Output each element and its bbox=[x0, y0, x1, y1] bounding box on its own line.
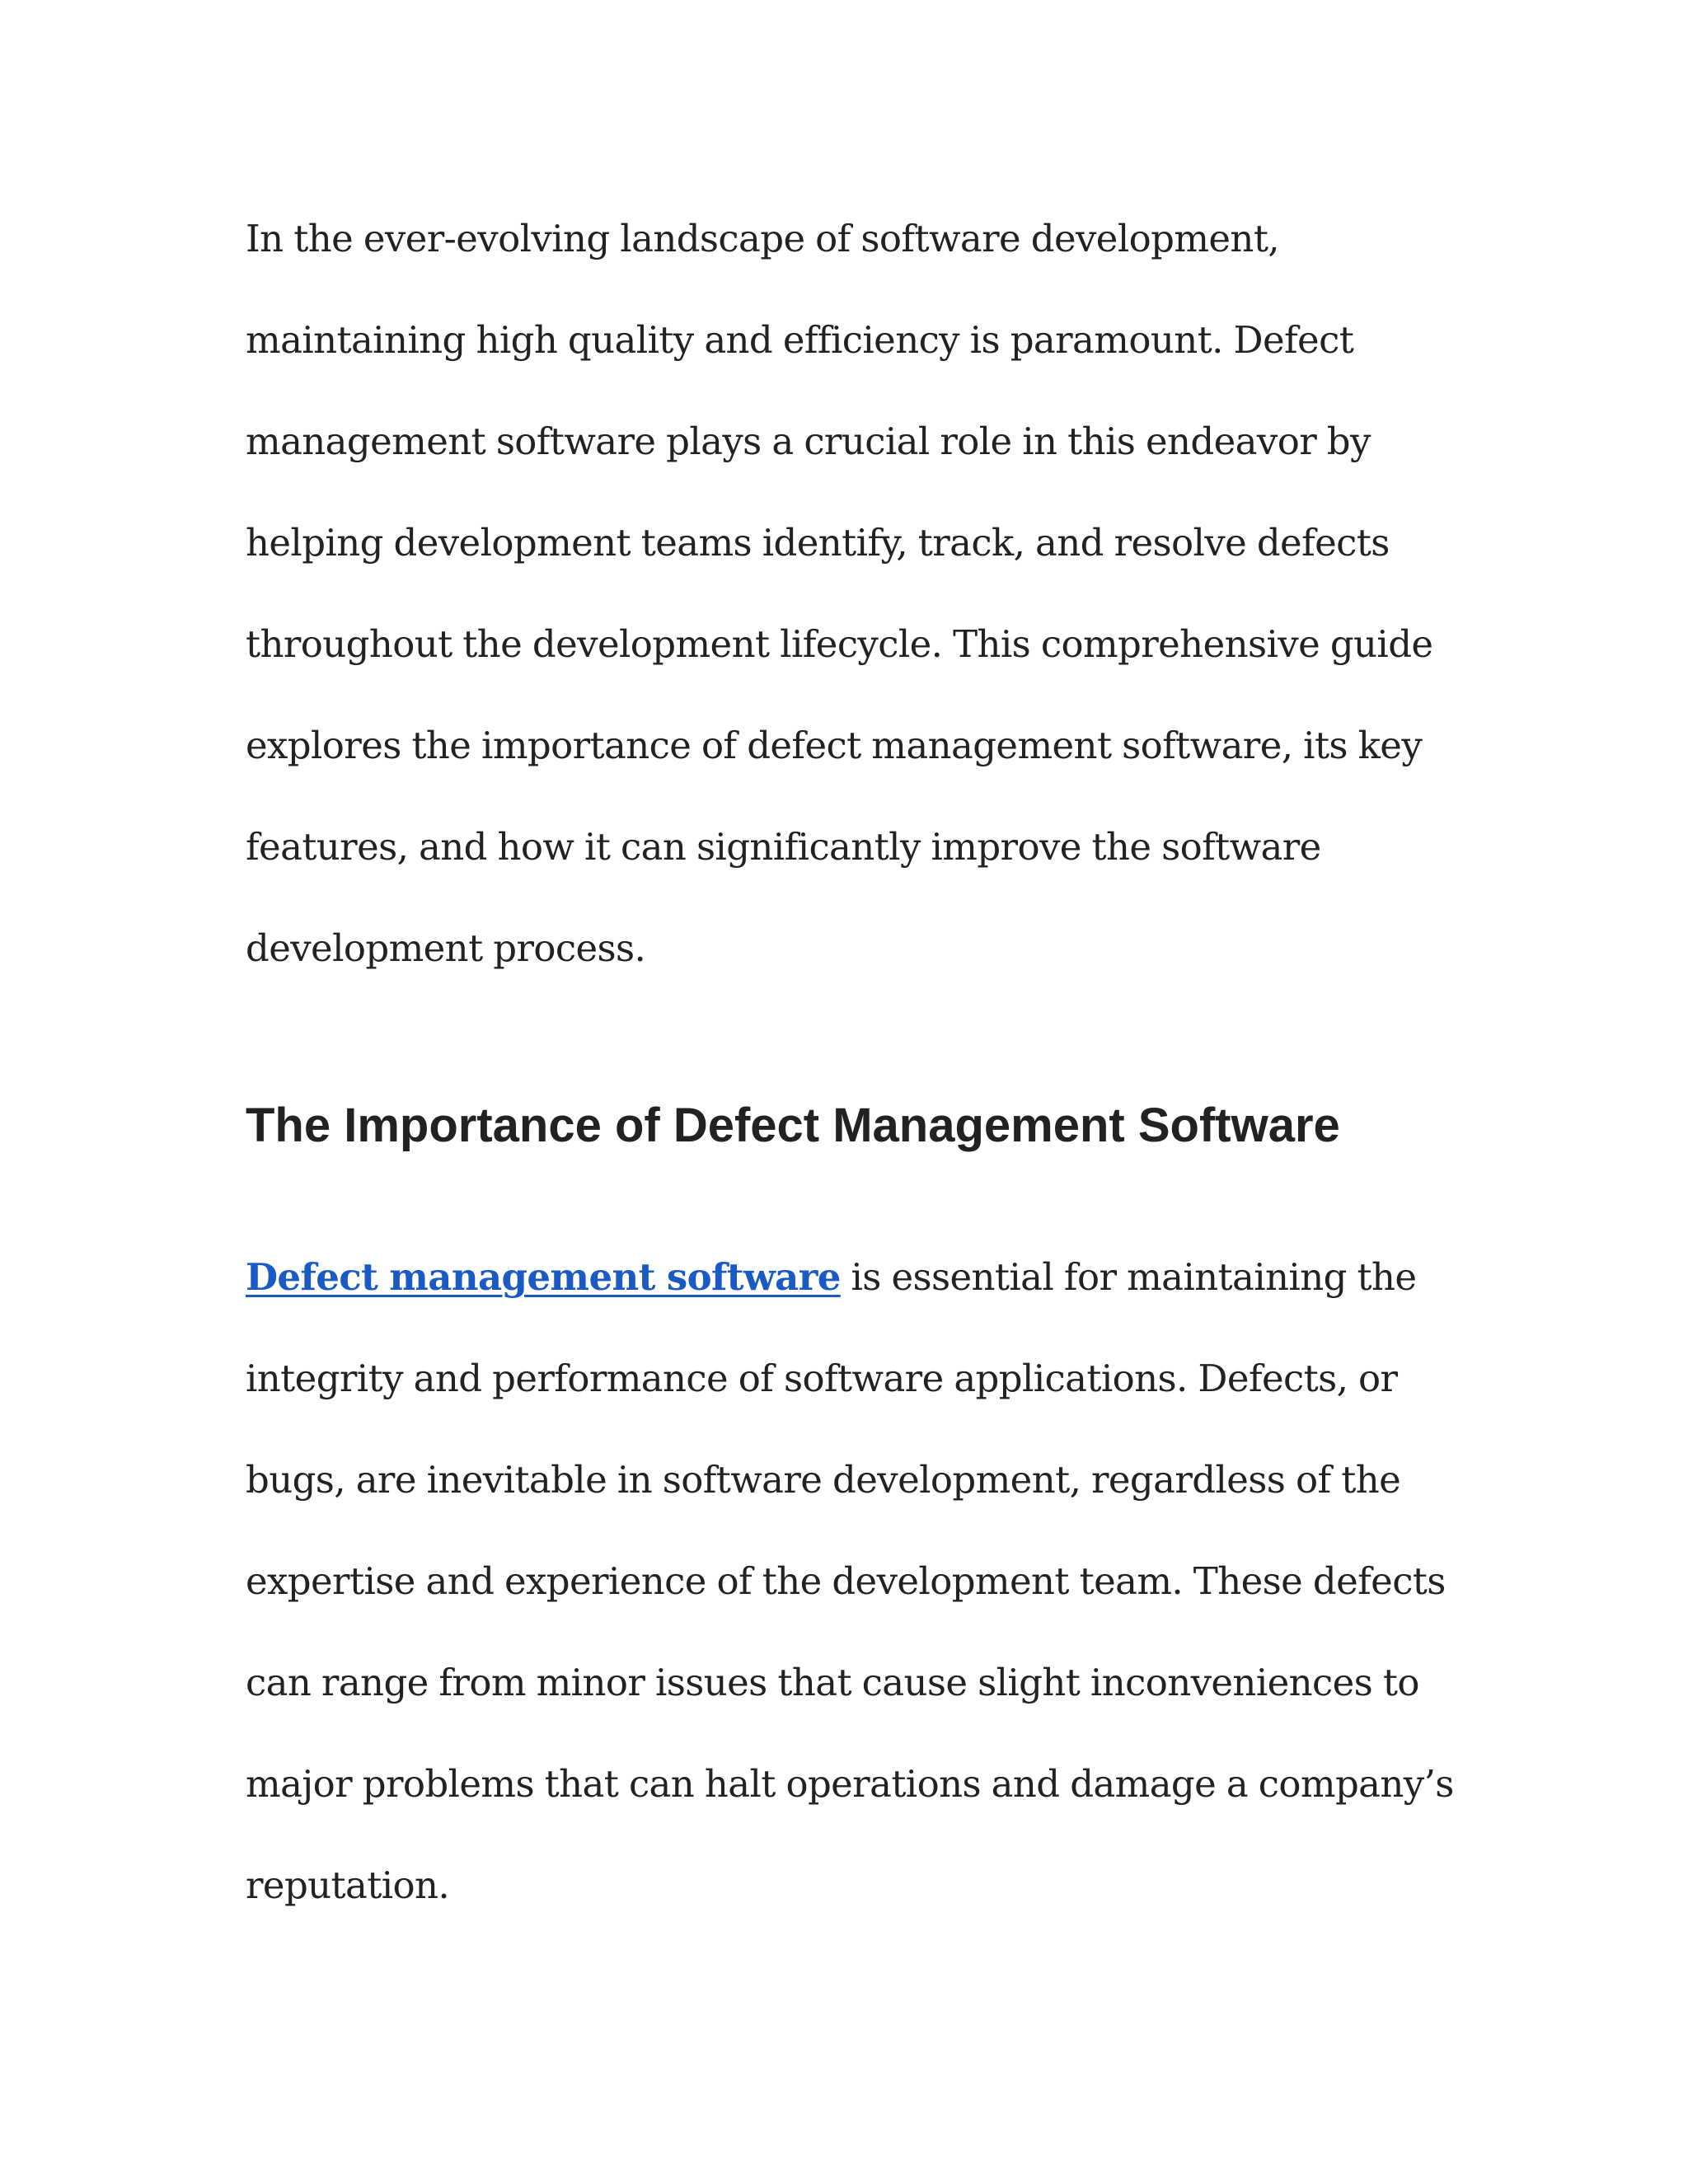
article-content bbox=[246, 188, 1465, 1936]
defect-management-software-link[interactable]: Defect management software bbox=[246, 1255, 841, 1299]
section-paragraph bbox=[246, 1226, 1465, 1936]
intro-paragraph: In the ever-evolving landscape of software development, maintaining high quality and efficiency is paramount. Defect management software plays a crucial role in this endeavor by helping development teams identify, track, and resolve defects throughout the development lifecycle. This comprehensive guide explores the importance of defect management software, its key features, and how it can significantly improve the software development process. bbox=[246, 217, 1433, 970]
section-paragraph-text: is essential for maintaining the integrity and performance of software applications. Defects, or bugs, are inevitable in software development, regardless of the expertise and experience of the development team. These defects can range from minor issues that cause slight inconveniences to major problems that can halt operations and damage a company’s reputation. bbox=[246, 1255, 1454, 1907]
section-heading: The Importance of Defect Management Software bbox=[246, 1099, 1340, 1152]
spacer bbox=[246, 999, 1465, 1096]
spacer bbox=[246, 1155, 1465, 1226]
